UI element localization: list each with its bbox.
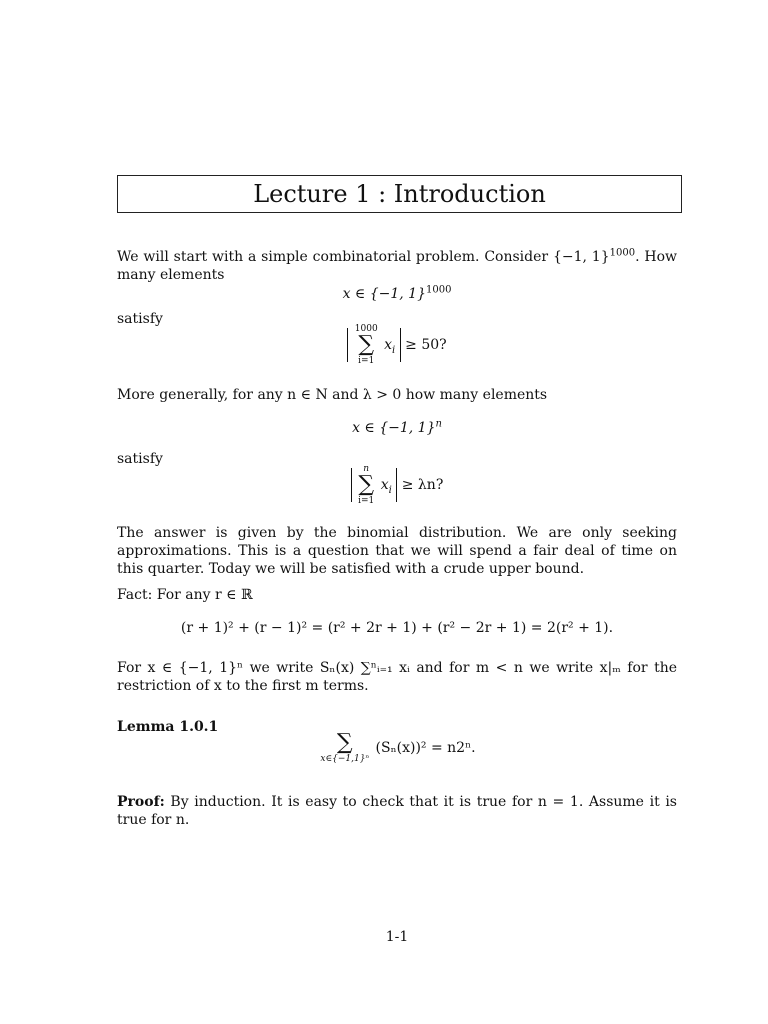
intro-end: . How many elements bbox=[117, 249, 677, 283]
lemma-sum-symbol bbox=[320, 732, 369, 764]
equation-x-set-n bbox=[117, 419, 677, 437]
intro-set-exponent: 1000 bbox=[609, 247, 636, 259]
eq2-rhs: ≥ 50? bbox=[405, 337, 447, 353]
equation-sum-1000 bbox=[117, 324, 677, 366]
generalization-text: More generally, for any n ∈ N and λ > 0 how many elements bbox=[117, 387, 548, 403]
lecture-title-box bbox=[117, 175, 682, 213]
lemma-equation-text: (Sₙ(x))² = n2ⁿ. bbox=[375, 740, 476, 756]
notation-paragraph bbox=[117, 659, 677, 695]
intro-text: We will start with a simple combinatorial problem. Consider bbox=[117, 249, 549, 265]
eq1-exponent: 1000 bbox=[425, 284, 452, 296]
page-number-text: 1-1 bbox=[385, 929, 409, 945]
generalization-paragraph bbox=[117, 386, 677, 404]
satisfy-text-1: satisfy bbox=[117, 311, 163, 327]
proof-label: Proof: bbox=[117, 794, 165, 810]
sum-upper-limit: 1000 bbox=[354, 324, 378, 334]
eq1-lhs: x ∈ {−1, 1} bbox=[342, 286, 426, 302]
eq3-lhs: x ∈ {−1, 1} bbox=[352, 420, 436, 436]
intro-paragraph bbox=[117, 248, 677, 284]
satisfy-text-2: satisfy bbox=[117, 451, 163, 467]
proof-text: By induction. It is easy to check that it is true for n = 1. Assume it is true for n. bbox=[117, 794, 677, 828]
page-number bbox=[117, 928, 677, 946]
sum-symbol-1000 bbox=[355, 324, 378, 366]
lemma-sum-lower-limit: x∈{−1,1}ⁿ bbox=[320, 754, 370, 764]
sigma-icon: ∑ bbox=[336, 730, 353, 755]
eq4-rhs: ≥ λn? bbox=[401, 477, 444, 493]
sum-lower-limit: i=1 bbox=[358, 356, 375, 366]
fact-equation bbox=[117, 619, 677, 637]
binomial-text: The answer is given by the binomial distribution. We are only seeking approximations. This is a question that we will spend a fair deal of time on this quarter. Today we will be satisfied with a crude upper bound. bbox=[117, 525, 677, 577]
sum-symbol-n bbox=[358, 464, 374, 506]
abs-bar-right-2 bbox=[396, 468, 397, 502]
sum-term-subscript: i bbox=[392, 344, 396, 356]
lecture-title: Lecture 1 : Introduction bbox=[253, 180, 546, 208]
fact-text: Fact: For any r ∈ ℝ bbox=[117, 587, 253, 603]
notation-text: For x ∈ {−1, 1}ⁿ we write Sₙ(x) ∑ⁿᵢ₌₁ xᵢ and for m < n we write x|ₘ for the restriction of x to the first m terms. bbox=[117, 660, 677, 694]
abs-bar-left-2 bbox=[351, 468, 352, 502]
fact-label bbox=[117, 586, 677, 604]
sum-term: x bbox=[384, 337, 393, 353]
lemma-label: Lemma 1.0.1 bbox=[117, 719, 219, 735]
abs-bar-left bbox=[347, 328, 348, 362]
proof-paragraph bbox=[117, 793, 677, 829]
intro-set: {−1, 1} bbox=[552, 249, 610, 265]
sigma-icon: ∑ bbox=[358, 332, 375, 357]
eq3-exponent: n bbox=[435, 418, 442, 430]
lemma-equation bbox=[117, 732, 677, 764]
equation-sum-n bbox=[117, 464, 677, 506]
equation-x-set-1000 bbox=[117, 285, 677, 303]
sum-upper-limit-n: n bbox=[363, 464, 370, 474]
binomial-paragraph bbox=[117, 524, 677, 578]
sum-lower-limit-n: i=1 bbox=[358, 496, 375, 506]
fact-equation-text: (r + 1)² + (r − 1)² = (r² + 2r + 1) + (r² − 2r + 1) = 2(r² + 1). bbox=[180, 620, 614, 636]
sum-term-subscript-2: i bbox=[388, 484, 392, 496]
sum-term-2: x bbox=[380, 477, 389, 493]
sigma-icon: ∑ bbox=[358, 472, 375, 497]
abs-bar-right bbox=[400, 328, 401, 362]
